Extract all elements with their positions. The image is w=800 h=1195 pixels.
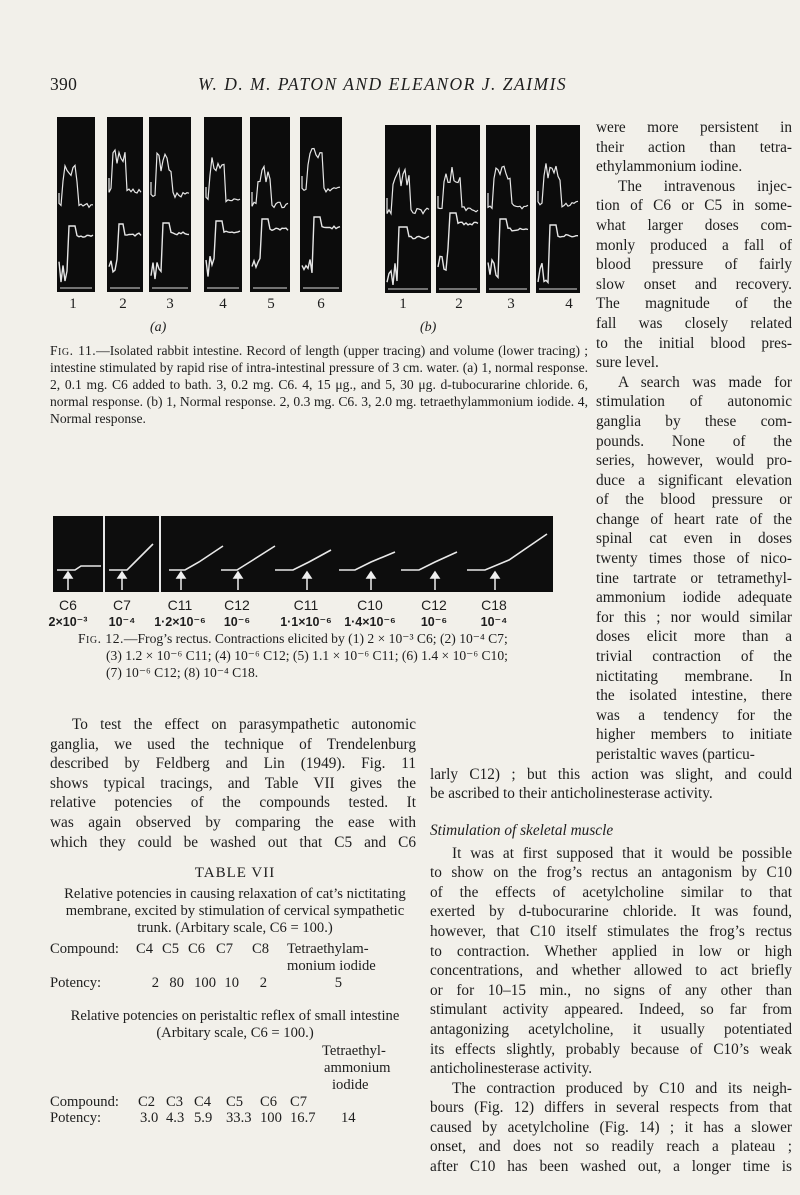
figure-12-caption [78, 630, 598, 681]
figure-12-concentration-label: 2×10⁻³ [48, 615, 88, 629]
text-line: for this ; nor would similar [596, 608, 792, 626]
text-line: tine tartrate or tetramethyl- [596, 569, 792, 587]
right-column-text [596, 118, 792, 765]
t1-potency: 10 [224, 975, 239, 991]
figure-11-panel-a-strip [149, 117, 191, 292]
text-line: however, that C10 itself stimulates the frog’s rectus [430, 922, 792, 940]
t2-compound: C3 [166, 1094, 184, 1110]
t1-potency: 2 [259, 975, 267, 991]
figure-12-concentration-label: 1·4×10⁻⁶ [344, 615, 396, 629]
figure-12-concentration-label: 1·2×10⁻⁶ [154, 615, 206, 629]
figure-11-b-number: 3 [507, 296, 515, 312]
text-line: relative potencies of the compounds tested. It [50, 794, 416, 812]
figure-11-b-number: 4 [565, 296, 573, 312]
text-line: fall was closely related [596, 314, 792, 332]
t2-potency: 4.3 [166, 1110, 185, 1126]
text-line: To test the effect on parasympathetic autonomic [72, 716, 416, 733]
t2-header-line: Tetraethyl- [322, 1043, 386, 1059]
text-line: series, however, would pro- [596, 452, 792, 470]
text-line: monly produced a fall of [596, 236, 792, 254]
text-line: pounds. None of the [596, 432, 792, 450]
text-line: spinal cat even in doses [596, 530, 792, 548]
text-line: anticholinesterase activity. [430, 1060, 593, 1078]
text-line: sure level. [596, 354, 659, 372]
figure-11-a-number: 6 [317, 296, 325, 312]
figure-11-b-number: 1 [399, 296, 407, 312]
text-line: tion of C6 or C5 in some- [596, 197, 792, 215]
text-line: twenty times those of nico- [596, 550, 792, 568]
text-line: The magnitude of the [596, 295, 792, 313]
text-line: A search was made for [618, 373, 792, 391]
figure-11-panel-a-strip [300, 117, 342, 292]
t1-last-compound-l2: monium iodide [287, 958, 376, 974]
text-line: which they could be washed out that C5 and C6 [50, 833, 416, 851]
text-line: to the initial blood pres- [596, 334, 792, 352]
text-line: slow onset and recovery. [596, 275, 792, 293]
page-number: 390 [50, 74, 78, 94]
figure-11-panel-a-strip [250, 117, 290, 292]
text-line: was a tendency for the [596, 706, 792, 724]
t2-potency: 3.0 [140, 1110, 159, 1126]
figure-11-panel-b-strip [486, 125, 530, 293]
table-vii-title: TABLE VII [194, 865, 276, 881]
figure-11-panel-a-label: (a) [150, 320, 167, 335]
t1-compound: C4 [136, 941, 154, 957]
figure-12-compound-label: C12 [224, 597, 250, 613]
t2-potency: 100 [260, 1110, 282, 1126]
text-line: exerted by d-tubocurarine chloride. It was found, [430, 903, 792, 921]
figure-11-panel-a-strip [107, 117, 143, 292]
figure-12-concentration-label: 10⁻⁶ [223, 615, 251, 629]
text-line: ethylammonium iodine. [596, 158, 743, 176]
text-line: It was at first supposed that it would be possible [452, 844, 792, 862]
t2-potency: 33.3 [226, 1110, 252, 1126]
text-line: be ascribed to their anticholinesterase activity. [430, 785, 713, 803]
figure-12-caption-line1: —Frog’s rectus. Contractions elicited by (1) 2 × 10⁻³ C6; (2) 10⁻⁴ C7; [123, 631, 508, 646]
running-head-authors: W. D. M. PATON AND ELEANOR J. ZAIMIS [198, 74, 568, 94]
table-description-line: membrane, excited by stimulation of cervical sympathetic [65, 903, 405, 919]
text-line: the isolated intestine, there [596, 687, 792, 705]
table-description-line: trunk. (Arbitary scale, C6 = 100.) [137, 920, 333, 936]
t1-compound-label: Compound: [50, 941, 119, 957]
figure-11-a-number: 2 [119, 296, 127, 312]
t2-compound: C4 [194, 1094, 212, 1110]
figure-12-concentration-label: 10⁻⁴ [480, 615, 508, 629]
t1-compound: C7 [216, 941, 234, 957]
right-column-continuation [430, 765, 792, 1177]
t2-header-line: iodide [332, 1077, 369, 1093]
t2-potency: 14 [341, 1110, 356, 1126]
t2-compound-label: Compound: [50, 1094, 119, 1110]
figure-11-panel-b-strip [436, 125, 480, 293]
text-line: stimulation of autonomic [596, 393, 792, 411]
text-line: described by Feldberg and Lin (1949). Fig. 11 [50, 755, 416, 773]
figure-12-concentration-label: 10⁻⁶ [420, 615, 448, 629]
text-line: what larger doses com- [596, 216, 792, 234]
figure-12-caption-label: Fig. 12. [78, 631, 124, 646]
text-line: ganglia, we used the technique of Trendelenburg [50, 735, 416, 753]
text-line: higher members to initiate [596, 726, 792, 744]
figure-11-b-number: 2 [455, 296, 463, 312]
section-heading: Stimulation of skeletal muscle [430, 821, 614, 839]
figure-11-panel-a-strip [57, 117, 95, 292]
text-line: onset, and does not so readily reach a plateau ; [430, 1138, 792, 1156]
left-column-text [50, 715, 416, 852]
figure-11-caption [50, 342, 588, 427]
t2-header-line: ammonium [324, 1060, 391, 1076]
figure-12-compound-label: C11 [293, 597, 319, 613]
t1-compound: C5 [162, 941, 180, 957]
figure-11-caption-label: Fig. 11. [50, 343, 97, 358]
text-line: shows typical tracings, and Table VII gives the [50, 774, 416, 792]
text-line: peristaltic waves (particu- [596, 746, 755, 763]
text-line: trivial contraction of the [596, 648, 792, 666]
text-line: The contraction produced by C10 and its neigh- [452, 1079, 792, 1097]
figure-11-panel-b-strip [536, 125, 580, 293]
table-description-line: Relative potencies on peristaltic reflex of small intestine [70, 1008, 400, 1024]
text-line: was again observed by comparing the ease with [50, 813, 416, 831]
text-line: were more persistent in [596, 119, 792, 136]
t1-last-compound-l1: Tetraethylam- [287, 941, 369, 957]
text-line: after C10 has been washed out, a longer time is [430, 1158, 792, 1176]
text-line: its effects slightly, probably because of C10’s weak [430, 1040, 792, 1058]
t1-potency-label: Potency: [50, 975, 102, 991]
figure-12-compound-label: C11 [167, 597, 193, 613]
t1-potency: 5 [334, 975, 342, 991]
figure-12-tracing [53, 516, 553, 592]
t2-compound: C7 [290, 1094, 308, 1110]
figure-11-a-number: 4 [219, 296, 227, 312]
text-line: change of heart rate of the [596, 510, 792, 528]
figure-12-caption-line2: (3) 1.2 × 10⁻⁶ C11; (4) 10⁻⁶ C12; (5) 1.1 × 10⁻⁶ C11; (6) 1.4 × 10⁻⁶ C10; [106, 648, 508, 663]
text-line: duce a significant elevation [596, 471, 792, 489]
t1-compound: C8 [252, 941, 270, 957]
t1-potency: 100 [194, 975, 216, 991]
text-line: larly C12) ; but this action was slight, and could [430, 765, 792, 783]
figure-11-panel-a-strip [204, 117, 242, 292]
text-line: or for 10–15 min., no signs of any other than [430, 981, 792, 999]
t1-potency: 2 [151, 975, 159, 991]
text-line: of the blood pressure or [596, 491, 792, 509]
figure-12-compound-label: C18 [481, 597, 507, 613]
text-line: their action than tetra- [596, 138, 792, 156]
table-description-line: (Arbitary scale, C6 = 100.) [156, 1025, 314, 1041]
t2-potency: 5.9 [194, 1110, 213, 1126]
figure-12-concentration-label: 10⁻⁴ [108, 615, 136, 629]
figure-11-caption-text: —Isolated rabbit intestine. Record of length (upper tracing) and volume (lower tracing) ; intestine stimulated by rapid rise of intra-intestinal pressure of 3 cm. water. (a) 1, normal response. 2, 0.1 mg. C6 added to bath. 3, 0.2 mg. C6. 4, 15 μg., and 5, 30 μg. d-tubocurarine chloride. 6, normal response. (b) 1, Normal response. 2, 0.3 mg. C6. 3, 2.0 mg. tetraethylammonium iodide. 4, Normal response. [50, 343, 588, 426]
text-line: concentrations, and whether allowed to act briefly [430, 962, 792, 980]
text-line: caused by acetylcholine (Fig. 14) ; it has a slower [430, 1118, 792, 1136]
t1-compound: C6 [188, 941, 206, 957]
text-line: antagonizing acetylcholine, it usually potentiated [430, 1020, 792, 1038]
t2-compound: C5 [226, 1094, 244, 1110]
text-line: blood pressure of fairly [596, 256, 792, 274]
text-line: doses elicit more than a [596, 628, 792, 646]
figure-12-caption-line3: (7) 10⁻⁶ C12; (8) 10⁻⁴ C18. [106, 665, 259, 680]
table-description-line: Relative potencies in causing relaxation of cat’s nictitating [64, 886, 406, 902]
figure-11-a-number: 5 [267, 296, 275, 312]
text-line: ganglia by these com- [596, 412, 792, 430]
text-line: to show on the frog’s rectus an antagonism by C10 [430, 864, 792, 882]
text-line: to contraction. Whether applied in low or high [430, 942, 792, 960]
text-line: bours (Fig. 12) differs in several respects from that [430, 1099, 792, 1117]
figure-11-a-number: 3 [166, 296, 174, 312]
figure-12-compound-label: C10 [357, 597, 383, 613]
t2-compound: C2 [138, 1094, 156, 1110]
figure-12-compound-label: C6 [59, 597, 77, 613]
figure-12-compound-label: C12 [421, 597, 447, 613]
figure-11-panel-b-label: (b) [420, 320, 437, 335]
text-line: The intravenous injec- [618, 177, 792, 195]
text-line: nictitating membrane. In [596, 667, 792, 685]
t2-potency-label: Potency: [50, 1110, 102, 1126]
text-line: of the effects of acetylcholine similar to that [430, 883, 792, 901]
figure-11-panel-b-strip [385, 125, 431, 293]
table-vii [50, 865, 420, 1185]
t2-potency: 16.7 [290, 1110, 316, 1126]
figure-12-compound-label: C7 [113, 597, 131, 613]
figure-11-a-number: 1 [69, 296, 77, 312]
figure-12-concentration-label: 1·1×10⁻⁶ [280, 615, 332, 629]
text-line: stimulant activity appeared. Indeed, so far from [430, 1001, 792, 1019]
text-line: ammonium iodide adequate [596, 589, 792, 607]
t2-compound: C6 [260, 1094, 278, 1110]
t1-potency: 80 [169, 975, 184, 991]
